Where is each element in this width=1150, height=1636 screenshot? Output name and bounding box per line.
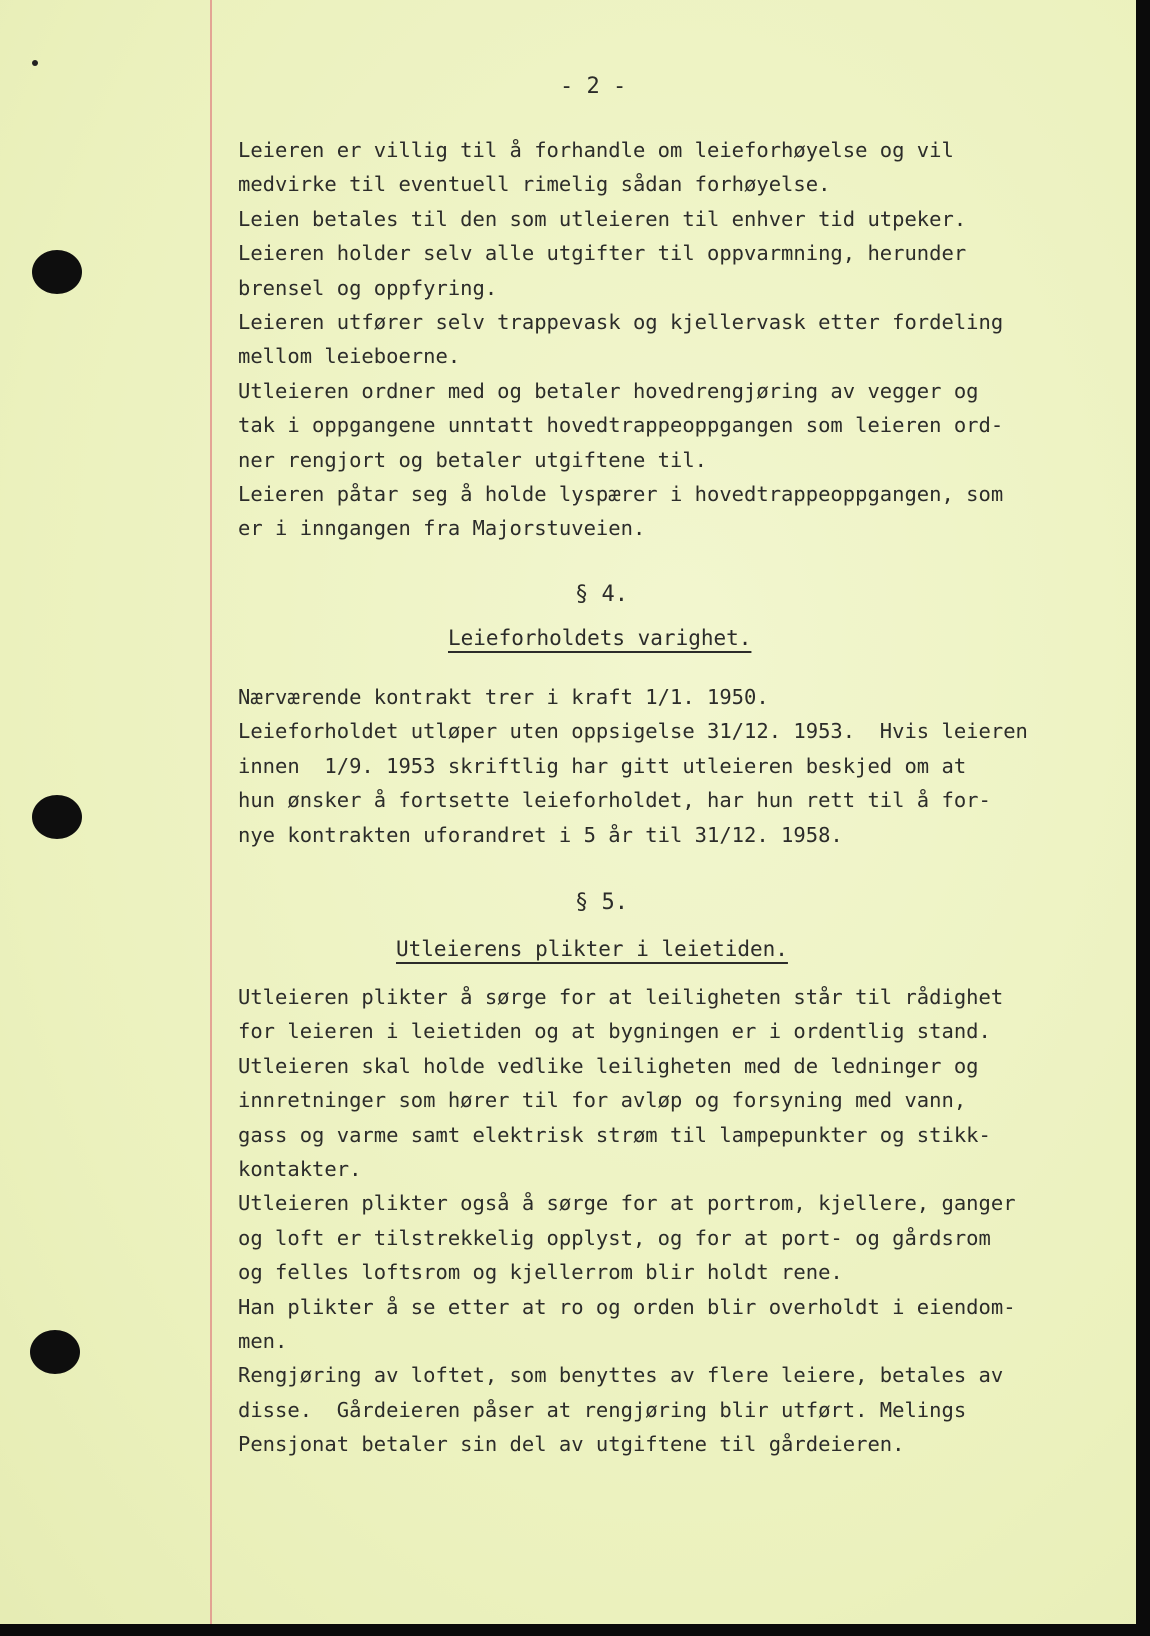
text-line: Utleieren ordner med og betaler hovedrengjøring av vegger og bbox=[238, 378, 979, 403]
margin-rule bbox=[210, 0, 212, 1624]
text-line: for leieren i leietiden og at bygningen er i ordentlig stand. bbox=[238, 1019, 991, 1044]
paragraph-block-1 bbox=[238, 133, 1118, 546]
text-line: Leien betales til den som utleieren til enhver tid utpeker. bbox=[238, 206, 967, 231]
text-line: gass og varme samt elektrisk strøm til lampepunkter og stikk- bbox=[238, 1122, 991, 1147]
punch-hole bbox=[32, 795, 82, 839]
punch-hole bbox=[32, 250, 82, 294]
text-line: Pensjonat betaler sin del av utgiftene til gårdeieren. bbox=[238, 1432, 905, 1457]
text-line: Leieren holder selv alle utgifter til oppvarmning, herunder bbox=[238, 241, 967, 266]
text-line: Utleieren plikter også å sørge for at portrom, kjellere, ganger bbox=[238, 1191, 1016, 1216]
text-line: tak i oppgangene unntatt hovedtrappeoppgangen som leieren ord- bbox=[238, 413, 1004, 438]
text-line: medvirke til eventuell rimelig sådan forhøyelse. bbox=[238, 172, 831, 197]
text-line: Leieforholdet utløper uten oppsigelse 31/12. 1953. Hvis leieren bbox=[238, 719, 1028, 744]
text-line: kontakter. bbox=[238, 1156, 362, 1181]
text-line: og loft er tilstrekkelig opplyst, og for at port- og gårdsrom bbox=[238, 1225, 991, 1250]
text-line: men. bbox=[238, 1328, 288, 1353]
section-4-body bbox=[238, 680, 1118, 852]
text-line: Leieren utfører selv trappevask og kjellervask etter fordeling bbox=[238, 309, 1004, 334]
text-line: ner rengjort og betaler utgiftene til. bbox=[238, 447, 707, 472]
ink-dot bbox=[32, 60, 38, 66]
punch-hole bbox=[30, 1330, 80, 1374]
text-line: innretninger som hører til for avløp og forsyning med vann, bbox=[238, 1088, 967, 1113]
section-5-body bbox=[238, 980, 1118, 1461]
text-line: nye kontrakten uforandret i 5 år til 31/12. 1958. bbox=[238, 822, 843, 847]
text-line: og felles loftsrom og kjellerrom blir holdt rene. bbox=[238, 1260, 843, 1285]
section-4-heading: Leieforholdets varighet. bbox=[448, 626, 752, 650]
text-line: Leieren er villig til å forhandle om leieforhøyelse og vil bbox=[238, 138, 954, 162]
text-line: Leieren påtar seg å holde lyspærer i hovedtrappeoppgangen, som bbox=[238, 481, 1004, 506]
text-line: disse. Gårdeieren påser at rengjøring blir utført. Melings bbox=[238, 1397, 967, 1422]
text-line: mellom leieboerne. bbox=[238, 344, 461, 369]
text-line: Han plikter å se etter at ro og orden blir overholdt i eiendom- bbox=[238, 1294, 1016, 1319]
text-line: Rengjøring av loftet, som benyttes av flere leiere, betales av bbox=[238, 1363, 1004, 1388]
text-line: Utleieren plikter å sørge for at leiligheten står til rådighet bbox=[238, 985, 1004, 1009]
text-line: Nærværende kontrakt trer i kraft 1/1. 1950. bbox=[238, 685, 769, 709]
section-5-number: § 5. bbox=[575, 890, 628, 915]
text-line: Utleieren skal holde vedlike leiligheten med de ledninger og bbox=[238, 1053, 979, 1078]
text-line: brensel og oppfyring. bbox=[238, 275, 498, 300]
text-line: hun ønsker å fortsette leieforholdet, har hun rett til å for- bbox=[238, 788, 991, 813]
text-line: innen 1/9. 1953 skriftlig har gitt utleieren beskjed om at bbox=[238, 753, 967, 778]
page-number: - 2 - bbox=[560, 74, 627, 99]
section-5-heading: Utleierens plikter i leietiden. bbox=[396, 937, 788, 961]
section-4-number: § 4. bbox=[575, 582, 628, 607]
text-line: er i inngangen fra Majorstuveien. bbox=[238, 516, 646, 541]
